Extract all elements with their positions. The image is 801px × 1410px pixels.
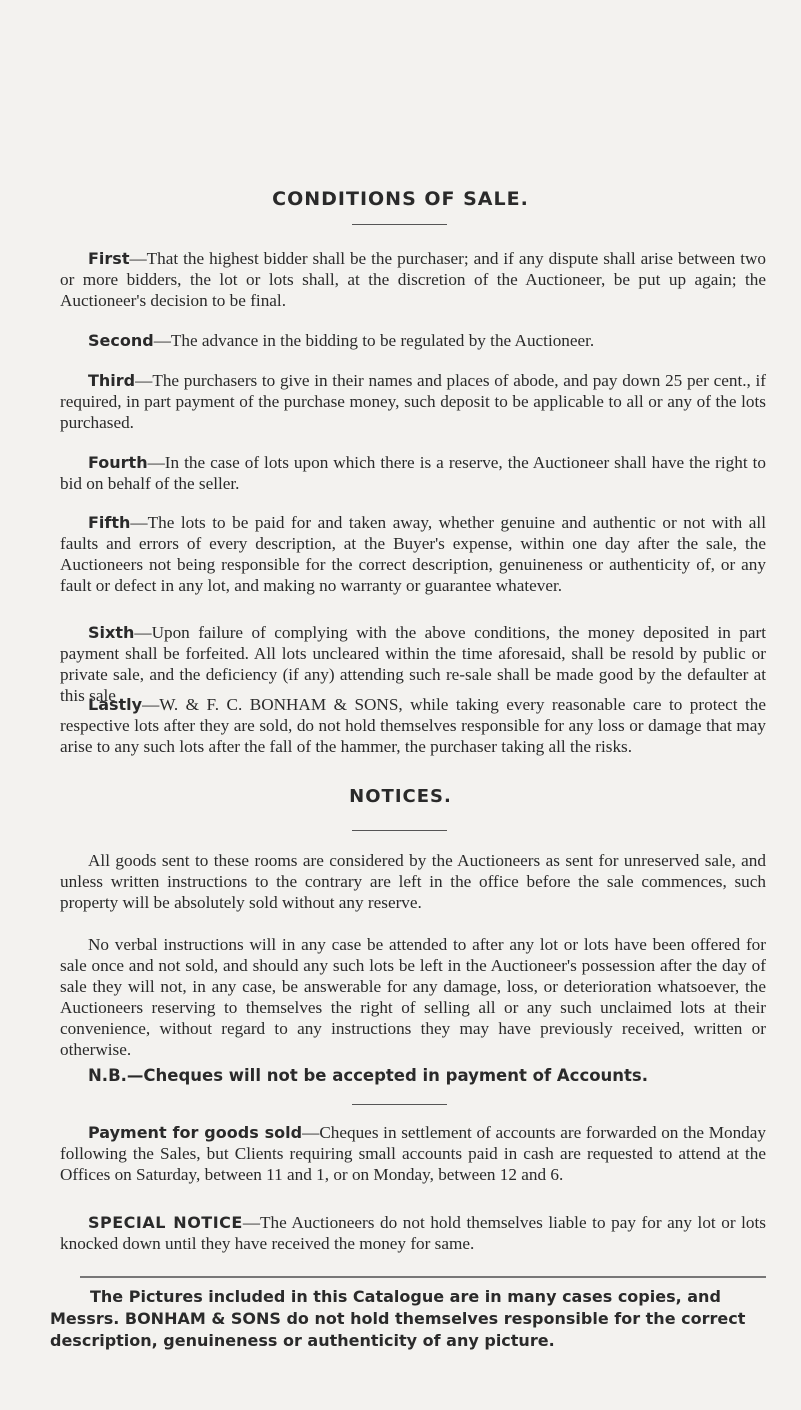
clause-third xyxy=(60,370,766,433)
footer-rule xyxy=(80,1276,766,1278)
clause-text: —In the case of lots upon which there is a reserve, the Auctioneer shall have the right to bid on behalf of the seller. xyxy=(60,453,766,493)
cheques-notice: N.B.—Cheques will not be accepted in payment of Accounts. xyxy=(88,1066,649,1085)
conditions-title: CONDITIONS OF SALE. xyxy=(272,188,529,210)
clause-lead: Second xyxy=(88,331,154,350)
title-rule xyxy=(352,224,447,225)
clause-text: —The advance in the bidding to be regulated by the Auctioneer. xyxy=(153,331,595,350)
clause-text: —The purchasers to give in their names and places of abode, and pay down 25 per cent., if required, in part payment of the purchase money, such deposit to be applicable to all or any of the lots purchased. xyxy=(60,371,766,432)
notice-payment xyxy=(60,1122,766,1185)
clause-text: —That the highest bidder shall be the purchaser; and if any dispute shall arise between two or more bidders, the lot or lots shall, at the discretion of the Auctioneer, be put up again; the Auctioneer's decision to be final. xyxy=(60,249,766,310)
clause-text: —W. & F. C. BONHAM & SONS, while taking every reasonable care to protect the respective lots after they are sold, do not hold themselves responsible for any loss or damage that may arise to any such lots after the fall of the hammer, the purchaser taking all the risks. xyxy=(60,695,766,756)
clause-first xyxy=(60,248,766,311)
clause-lead: Sixth xyxy=(88,623,135,642)
notice-paragraph: No verbal instructions will in any case be attended to after any lot or lots have been offered for sale once and not sold, and should any such lots be left in the Auctioneer's possession after the day of sale they will not, in any case, be answerable for any damage, loss, or deterioration whatsoever, the Auctioneers reserving to themselves the right of selling all or any such unclaimed lots at their convenience, without regard to any instructions they may have previously received, written or otherwise. xyxy=(60,935,766,1059)
notices-rule xyxy=(352,830,447,831)
notice-special xyxy=(60,1212,766,1254)
clause-second xyxy=(60,330,766,351)
clause-lead: Fifth xyxy=(88,513,131,532)
notices-title: NOTICES. xyxy=(349,786,452,807)
clause-lead: Fourth xyxy=(88,453,148,472)
clause-lead: Lastly xyxy=(88,695,143,714)
clause-text: —Upon failure of complying with the above conditions, the money deposited in part payment shall be forfeited. All lots uncleared within the time aforesaid, shall be resold by public or private sale, and the deficiency (if any) attending such re-sale shall be made good by the defaulter at this sale xyxy=(60,623,766,705)
clause-lastly xyxy=(60,694,766,757)
clause-lead: First xyxy=(88,249,130,268)
clause-lead: Third xyxy=(88,371,136,390)
clause-fourth xyxy=(60,452,766,494)
clause-text: —The lots to be paid for and taken away, whether genuine and authentic or not with all faults and errors of every description, at the Buyer's expense, within one day after the sale, the Auctioneers not being responsible for the correct description, genuineness or authenticity of, or any fault or defect in any lot, and making no warranty or guarantee whatever. xyxy=(60,513,766,595)
payment-lead: Payment for goods sold xyxy=(88,1123,303,1142)
pictures-disclaimer: The Pictures included in this Catalogue are in many cases copies, and Messrs. BONHAM & SONS do not hold themselves responsible for the correct description, genuineness or authenticity of any picture. xyxy=(50,1287,746,1350)
payment-text: —Cheques in settlement of accounts are forwarded on the Monday following the Sales, but Clients requiring small accounts paid in cash are requested to attend at the Offices on Saturday, between 11 and 1, or on Monday, between 12 and 6. xyxy=(60,1123,766,1184)
notice-unreserved xyxy=(60,850,766,913)
notice-verbal xyxy=(60,934,766,1060)
clause-fifth xyxy=(60,512,766,596)
special-text: —The Auctioneers do not hold themselves liable to pay for any lot or lots knocked down until they have received the money for same. xyxy=(60,1213,766,1253)
special-lead: SPECIAL NOTICE xyxy=(88,1213,243,1232)
nb-rule xyxy=(352,1104,447,1105)
notice-paragraph: All goods sent to these rooms are considered by the Auctioneers as sent for unreserved sale, and unless written instructions to the contrary are left in the office before the sale commences, such property will be absolutely sold without any reserve. xyxy=(60,851,766,912)
